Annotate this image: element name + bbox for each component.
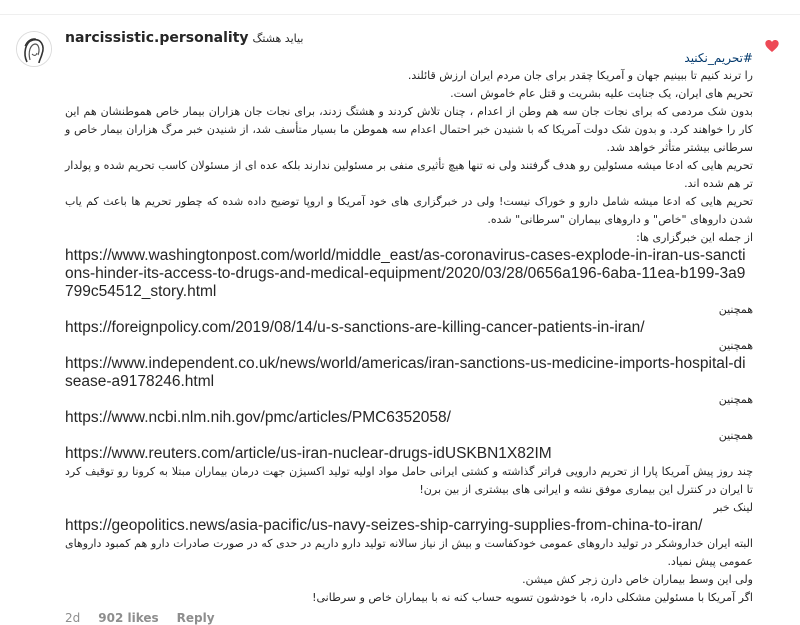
- avatar[interactable]: [16, 31, 52, 67]
- avatar-portrait-icon: [17, 32, 51, 66]
- article-link[interactable]: https://www.ncbi.nlm.nih.gov/pmc/articles/PMC6352058/: [65, 409, 451, 426]
- heart-icon[interactable]: [764, 38, 780, 54]
- also-label: همچنین: [718, 429, 753, 442]
- caption-paragraph: ولی این وسط بیماران خاص دارن زجر کش میشن.: [522, 573, 753, 586]
- reply-button[interactable]: Reply: [176, 611, 215, 625]
- caption-paragraph: را ترند کنیم تا ببینیم جهان و آمریکا چقدر برای جان مردم ایران ارزش قائلند.: [407, 69, 753, 82]
- caption-paragraph: بدون شک مردمی که برای نجات جان سه هم وطن از اعدام ، چنان تلاش کردند و هشتگ زدند، برای نجات جان هزاران بیمار خاص هموطنشان هم این کار را خواهند کرد. و بدون شک دولت آمریکا که با شنیدن خبر احتمال اعدام سه هموطن ما بسیار متأسف شد، از شنیدن خبر مرگ هزاران بیمار خاص و سرطانی بیشتر متأثر خواهد شد.: [65, 105, 753, 154]
- hashtag-link[interactable]: #تحریم_نکنید: [684, 51, 753, 65]
- article-link[interactable]: https://www.washingtonpost.com/world/middle_east/as-coronavirus-cases-explode-in-iran-us-sanctions-hinder-its-access-to-drugs-and-medical-equipment/2020/03/28/0656a196-6aba-11ea-b199-3a9799c54512_story.html: [65, 247, 746, 300]
- caption-start: بیاید هشتگ: [252, 31, 304, 45]
- top-divider: [0, 0, 800, 15]
- username-link[interactable]: narcissistic.personality: [65, 30, 249, 46]
- caption-paragraph: تحریم هایی که ادعا میشه مسئولین رو هدف گرفتند ولی نه تنها هیچ تأثیری منفی بر مسئولین ندارند بلکه عده ای از مسئولان کاسب تحریم شده و پولدار تر هم شده اند.: [65, 159, 753, 190]
- post-header: [65, 29, 303, 47]
- article-link[interactable]: https://www.independent.co.uk/news/world/americas/iran-sanctions-us-medicine-imports-hospital-disease-a9178246.html: [65, 355, 746, 390]
- caption-body: [65, 47, 753, 607]
- caption-paragraph: البته ایران خداروشکر در تولید داروهای عمومی خودکفاست و بیش از نیاز سالانه تولید دارو داریم در حدی که در صورت صادرات دارو هم کمبود داروهای عمومی پیش نمیاد.: [65, 537, 753, 568]
- caption-paragraph: لینک خبر: [713, 501, 753, 514]
- caption-paragraph: تحریم هایی که ادعا میشه شامل دارو و خوراک نیست! ولی در خبرگزاری های خود آمریکا و اروپا توضیح داده شده که چطور تحریم ها باعث کم یاب شدن داروهای "خاص" و داروهای بیماران "سرطانی" شده.: [65, 195, 753, 226]
- article-link[interactable]: https://geopolitics.news/asia-pacific/us-navy-seizes-ship-carrying-supplies-from-china-to-iran/: [65, 517, 703, 534]
- caption-paragraph: تحریم های ایران، یک جنایت علیه بشریت و قتل عام خاموش است.: [450, 87, 753, 100]
- caption-paragraph: از جمله این خبرگزاری ها:: [636, 231, 753, 244]
- timestamp[interactable]: 2d: [65, 611, 81, 625]
- caption-paragraph: چند روز پیش آمریکا پارا از تحریم دارویی فراتر گذاشته و کشتی ایرانی حامل مواد اولیه تولید اکسیژن جهت درمان بیماران مبتلا به کرونا رو توقیف کرد تا ایران در کنترل این بیماری موفق نشه و ایرانی های بیشتری از بین برن!: [65, 465, 753, 496]
- article-link[interactable]: https://www.reuters.com/article/us-iran-nuclear-drugs-idUSKBN1X82IM: [65, 445, 552, 462]
- also-label: همچنین: [718, 339, 753, 352]
- also-label: همچنین: [718, 393, 753, 406]
- likes-count[interactable]: 902 likes: [98, 611, 159, 625]
- article-link[interactable]: https://foreignpolicy.com/2019/08/14/u-s-sanctions-are-killing-cancer-patients-in-iran/: [65, 319, 645, 336]
- caption-paragraph: اگر آمریکا با مسئولین مشکلی داره، با خودشون تسویه حساب کنه نه با بیماران خاص و سرطانی!: [312, 591, 753, 604]
- comment-footer: [65, 611, 215, 625]
- also-label: همچنین: [718, 303, 753, 316]
